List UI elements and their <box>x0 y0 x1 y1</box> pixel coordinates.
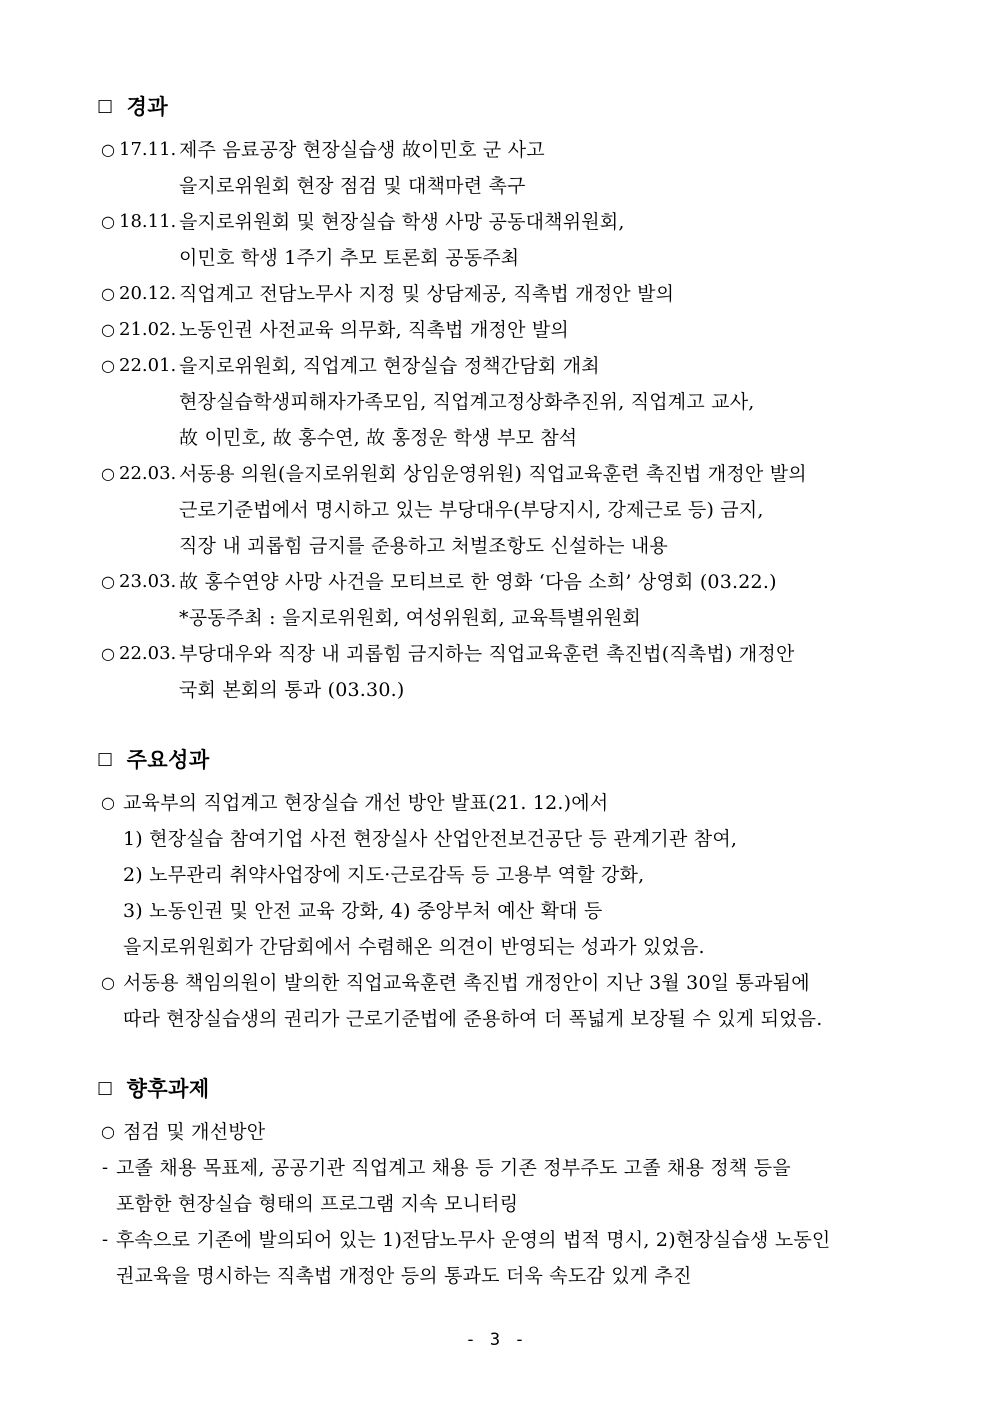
list-item <box>97 965 956 1037</box>
text-line: 직장 내 괴롭힘 금지를 준용하고 처벌조항도 신설하는 내용 <box>179 535 668 557</box>
item-lines <box>123 965 956 1037</box>
text-line: 3) 노동인권 및 안전 교육 강화, 4) 중앙부처 예산 확대 등 <box>123 900 603 922</box>
text-line: 따라 현장실습생의 권리가 근로기준법에 준용하여 더 폭넓게 보장될 수 있게 되었음. <box>123 1008 823 1030</box>
text-line: 고졸 채용 목표제, 공공기관 직업계고 채용 등 기존 정부주도 고졸 채용 정책 등을 <box>116 1157 791 1179</box>
list-item <box>97 204 956 276</box>
list-item <box>97 636 956 708</box>
text-line: 을지로위원회 및 현장실습 학생 사망 공동대책위원회, <box>179 211 625 233</box>
square-bullet-icon: □ <box>97 1078 114 1098</box>
text-line: 직업계고 전담노무사 지정 및 상담제공, 직촉법 개정안 발의 <box>179 283 675 305</box>
page-number: - 3 - <box>465 1330 527 1350</box>
list-item <box>97 132 956 204</box>
item-lines <box>179 132 956 204</box>
text-line: *공동주최 : 을지로위원회, 여성위원회, 교육특별위원회 <box>179 607 641 629</box>
section-heading <box>97 1074 956 1104</box>
text-line: 국회 본회의 통과 (03.30.) <box>179 679 405 701</box>
section-heading <box>97 745 956 775</box>
item-lines <box>179 564 956 636</box>
text-line: 을지로위원회 현장 점검 및 대책마련 촉구 <box>179 175 526 197</box>
text-line: 이민호 학생 1주기 추모 토론회 공동주최 <box>179 247 520 269</box>
section-key-achievements <box>97 745 956 1037</box>
text-line: 근로기준법에서 명시하고 있는 부당대우(부당지시, 강제근로 등) 금지, <box>179 499 764 521</box>
list-item <box>97 564 956 636</box>
list-item <box>97 1114 956 1150</box>
section-title: 주요성과 <box>126 748 210 772</box>
item-lines <box>179 204 956 276</box>
circle-bullet-icon: ○ <box>101 572 115 591</box>
section-items <box>97 785 956 1037</box>
circle-bullet-icon: ○ <box>101 320 115 339</box>
section-items <box>97 1114 956 1294</box>
item-lines <box>179 636 956 708</box>
circle-bullet-icon: ○ <box>101 644 115 663</box>
text-line: 서동용 의원(을지로위원회 상임운영위원) 직업교육훈련 촉진법 개정안 발의 <box>179 463 807 485</box>
square-bullet-icon: □ <box>97 96 114 116</box>
list-item <box>97 785 956 965</box>
item-lines <box>179 276 956 312</box>
document-content <box>97 92 956 1294</box>
dash-bullet-icon: - <box>102 1229 109 1250</box>
item-lines <box>179 348 956 456</box>
dash-bullet-icon: - <box>102 1157 109 1178</box>
circle-bullet-icon: ○ <box>101 973 115 992</box>
text-line: 을지로위원회, 직업계고 현장실습 정책간담회 개최 <box>179 355 600 377</box>
item-date: 18.11. <box>119 211 177 232</box>
circle-bullet-icon: ○ <box>101 464 115 483</box>
circle-bullet-icon: ○ <box>101 140 115 159</box>
item-lines <box>116 1150 956 1222</box>
text-line: 점검 및 개선방안 <box>123 1121 266 1143</box>
item-lines <box>123 785 956 965</box>
list-item <box>97 1150 956 1222</box>
text-line: 노동인권 사전교육 의무화, 직촉법 개정안 발의 <box>179 319 569 341</box>
list-item <box>97 1222 956 1294</box>
circle-bullet-icon: ○ <box>101 793 115 812</box>
text-line: 포함한 현장실습 형태의 프로그램 지속 모니터링 <box>116 1193 519 1215</box>
list-item <box>97 348 956 456</box>
section-title: 경과 <box>126 95 169 119</box>
list-item <box>97 312 956 348</box>
item-lines <box>179 312 956 348</box>
text-line: 권교육을 명시하는 직촉법 개정안 등의 통과도 더욱 속도감 있게 추진 <box>116 1265 692 1287</box>
circle-bullet-icon: ○ <box>101 1122 115 1141</box>
text-line: 1) 현장실습 참여기업 사전 현장실사 산업안전보건공단 등 관계기관 참여, <box>123 828 738 850</box>
square-bullet-icon: □ <box>97 749 114 769</box>
item-lines <box>116 1222 956 1294</box>
item-lines <box>123 1114 956 1150</box>
list-item <box>97 456 956 564</box>
text-line: 2) 노무관리 취약사업장에 지도·근로감독 등 고용부 역할 강화, <box>123 864 645 886</box>
item-date: 21.02. <box>119 319 177 340</box>
text-line: 후속으로 기존에 발의되어 있는 1)전담노무사 운영의 법적 명시, 2)현장실습생 노동인 <box>116 1229 831 1251</box>
item-date: 20.12. <box>119 283 177 304</box>
text-line: 故 이민호, 故 홍수연, 故 홍정운 학생 부모 참석 <box>179 427 578 449</box>
section-heading <box>97 92 956 122</box>
text-line: 현장실습학생피해자가족모임, 직업계고정상화추진위, 직업계고 교사, <box>179 391 755 413</box>
section-items <box>97 132 956 708</box>
item-lines <box>179 456 956 564</box>
section-title: 향후과제 <box>126 1077 210 1101</box>
circle-bullet-icon: ○ <box>101 284 115 303</box>
text-line: 을지로위원회가 간담회에서 수렴해온 의견이 반영되는 성과가 있었음. <box>123 936 705 958</box>
text-line: 교육부의 직업계고 현장실습 개선 방안 발표(21. 12.)에서 <box>123 792 609 814</box>
item-date: 17.11. <box>119 139 177 160</box>
list-item <box>97 276 956 312</box>
circle-bullet-icon: ○ <box>101 212 115 231</box>
text-line: 서동용 책임의원이 발의한 직업교육훈련 촉진법 개정안이 지난 3월 30일 통과됨에 <box>123 972 810 994</box>
item-date: 22.03. <box>119 463 177 484</box>
text-line: 부당대우와 직장 내 괴롭힘 금지하는 직업교육훈련 촉진법(직촉법) 개정안 <box>179 643 795 665</box>
item-date: 22.03. <box>119 643 177 664</box>
section-progress <box>97 92 956 708</box>
item-date: 23.03. <box>119 571 177 592</box>
item-date: 22.01. <box>119 355 177 376</box>
section-future-tasks <box>97 1074 956 1294</box>
circle-bullet-icon: ○ <box>101 356 115 375</box>
text-line: 故 홍수연양 사망 사건을 모티브로 한 영화 ‘다음 소희’ 상영회 (03.22.) <box>179 571 777 593</box>
text-line: 제주 음료공장 현장실습생 故이민호 군 사고 <box>179 139 545 161</box>
